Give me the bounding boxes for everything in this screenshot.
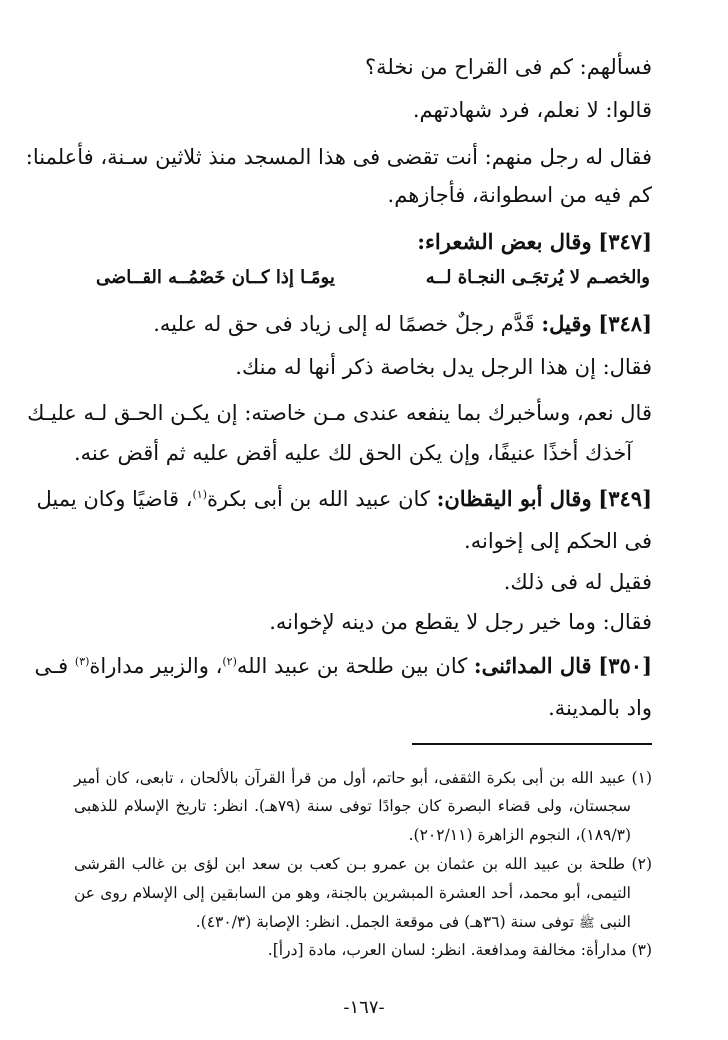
entry-348-line-4-text: آخذك أخذًا عنيفًا، وإن يكن الحق لك عليه أقض عليه ثم أقض عنه. [74,441,633,465]
footnote-text-cont: توفى سنة (٣٦هـ) فى موقعة الجمل. انظر: الإصابة (٤٣٠/٣). [195,913,575,931]
entry-349-line-2: فى الحكم إلى إخوانه. [464,529,652,553]
footnote-1-line-1 [74,766,652,790]
page-number: -١٦٧- [343,997,385,1018]
body-line-3: فقال له رجل منهم: أنت تقضى فى هذا المسجد منذ ثلاثين سـنة، فأعلمنا: [25,145,652,169]
footnote-2-line-2: التيمى، أبو محمد، أحد العشرة المبشرين بالجنة، وهو من السابقين إلى الإسلام روى عن [74,884,631,902]
footnote-mark: (٢) [631,855,652,873]
entry-speaker: وقال أبو اليقظان: [436,486,592,511]
entry-350-line-1 [34,651,652,681]
footnote-3-line-1 [74,938,652,962]
footnote-mark: (١) [631,769,652,787]
entry-349-answer: فقال: وما خير رجل لا يقطع من دينه لإخوانه. [269,610,652,634]
entry-349-line-1 [36,484,652,514]
footnote-1-line-3: (١٨٩/٣)، النجوم الزاهرة (٢٠٢/١١). [408,826,631,844]
footnote-text: طلحة بن عبيد الله بن عثمان بن عمرو بـن كعب بن سعد ابن لؤى بن غالب القرشى [74,855,626,873]
footnote-2-line-3 [74,910,631,936]
footnote-ref-3[interactable]: (٣) [74,655,90,668]
verse-hemistich-2: يومًـا إذا كــان خَصْمُــه القــاضى [96,267,335,288]
entry-text-cont: ، قاضيًا وكان يميل [36,487,193,511]
entry-number: [٣٤٧] [598,229,652,254]
entry-349-question: فقيل له فى ذلك. [503,570,652,594]
entry-speaker: وقيل: [541,311,592,336]
entry-number: [٣٤٨] [598,311,652,336]
entry-number: [٣٤٩] [598,486,652,511]
entry-text: كان بين طلحة بن عبيد الله [236,654,468,678]
verse-hemistich-1: والخصـم لا يُرتجَـى النجـاة لــه [425,267,650,288]
entry-text: قَدَّم رجلٌ خصمًا له إلى زياد فى حق له عليه. [153,312,535,336]
footnote-text: عبيد الله بن أبى بكرة الثقفى، أبو حاتم، أول من قرأ القرآن بالألحان ، تابعى، كان أمير [74,769,626,787]
entry-speaker: قال المدائنى: [473,653,592,678]
entry-348-line [153,309,652,339]
entry-348-reply: فقال: إن هذا الرجل يدل بخاصة ذكر أنها له منك. [235,355,652,379]
footnote-text: مدارأة: مخالفة ومدافعة. انظر: لسان العرب، مادة [درأ]. [267,941,627,959]
footnote-separator [412,743,652,745]
footnote-text: النبى [599,913,631,931]
entry-speaker: وقال بعض الشعراء: [417,229,592,254]
salutation-glyph-icon: ﷺ [579,916,595,931]
entry-347-heading [417,227,652,257]
entry-348-line-3: قال نعم، وسأخبرك بما ينفعه عندى مـن خاصته: إن يكـن الحـق لـه عليـك [27,401,652,425]
entry-348-line-4 [74,438,652,468]
body-line-2: قالوا: لا نعلم، فرد شهادتهم. [412,98,652,122]
entry-text-end: فـى [34,654,69,678]
body-line-4: كم فيه من اسطوانة، فأجازهم. [387,183,652,207]
footnote-ref-1[interactable]: (١) [192,488,207,501]
entry-text: كان عبيد الله بن أبى بكرة [207,487,430,511]
footnote-1-line-2: سجستان، ولى قضاء البصرة كان جوادًا توفى سنة (٧٩هـ). انظر: تاريخ الإسلام للذهبى [74,797,631,815]
body-line-1: فسألهم: كم فى القراح من نخلة؟ [364,55,652,79]
entry-number: [٣٥٠] [598,653,652,678]
footnote-ref-2[interactable]: (٢) [222,655,237,668]
entry-text-cont: ، والزبير مداراة [89,654,223,678]
entry-350-line-2: واد بالمدينة. [548,696,652,720]
footnote-mark: (٣) [631,941,652,959]
footnote-2-line-1 [74,852,652,876]
